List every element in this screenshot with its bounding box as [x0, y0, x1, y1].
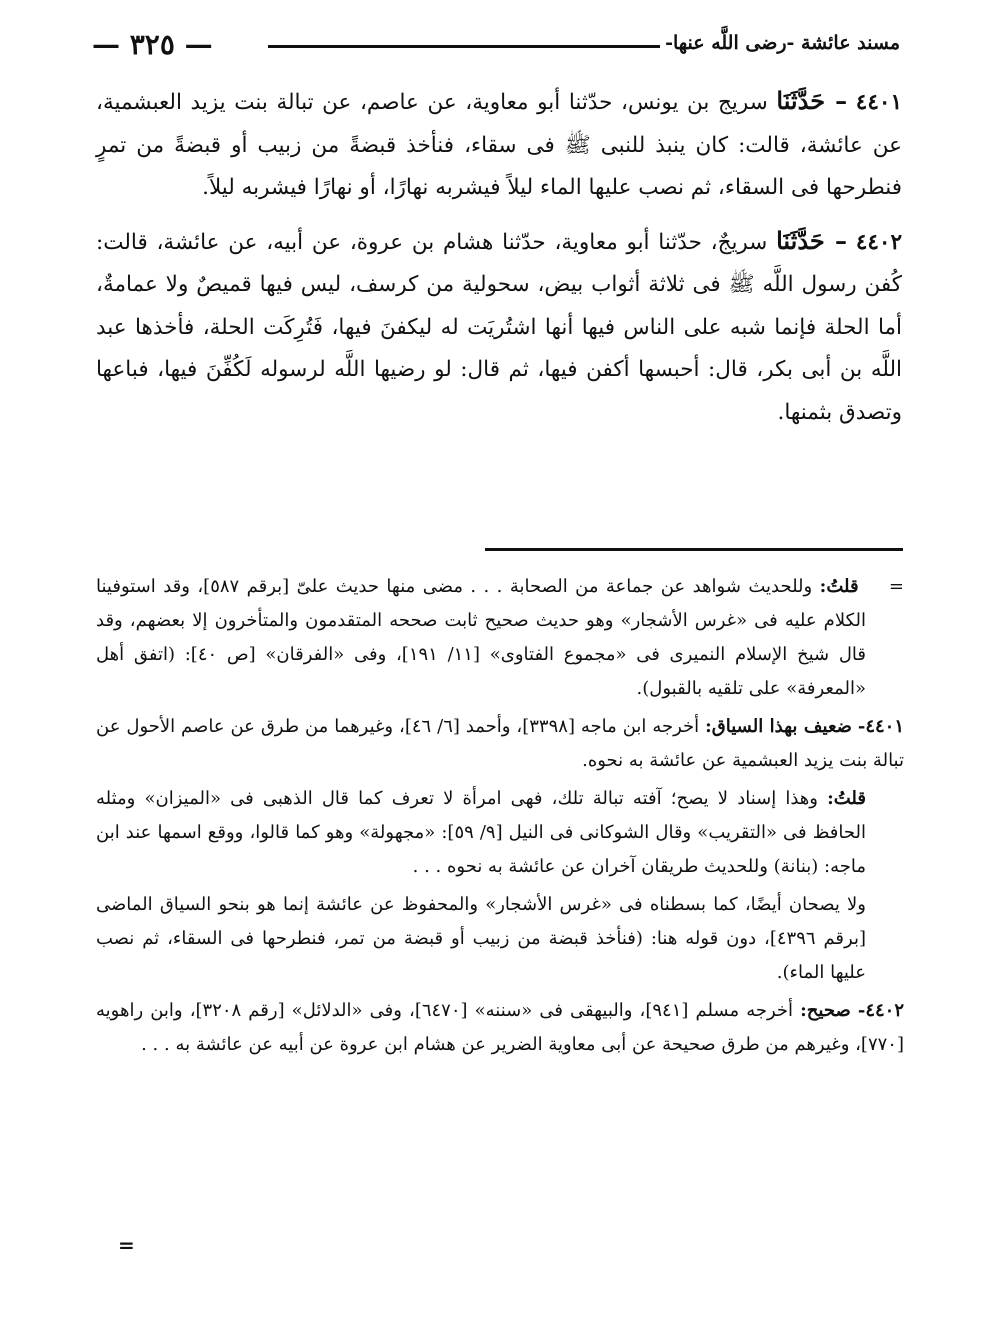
footnote-lead: ضعيف بهذا السياق: — [705, 716, 852, 737]
header-title: مسند عائشة -رضى اللَّه عنها- — [665, 32, 900, 54]
footnote-text: ولا يصحان أيضًا، كما بسطناه فى «غرس الأشجار» والمحفوظ عن عائشة إنما هو بنحو السياق الماضى [برقم ٤٣٩٦]، دون قوله هنا: (فنأخذ قبضة من زبيب أو قبضة من تمر، فنطرحها فى السقاء، ثم نصب عليها الماء). — [96, 894, 866, 983]
page-header — [92, 28, 900, 62]
hadith-narration-word: – حَدَّثَنَا — [776, 225, 848, 255]
footnotes — [96, 570, 904, 1066]
continuation-mark: = — [118, 1233, 135, 1257]
hadith-narration-word: – حَدَّثَنَا — [776, 86, 848, 115]
footnote — [96, 782, 904, 884]
footnote-marker: = — [888, 576, 904, 597]
footnote-lead: قلتُ: — [819, 576, 859, 597]
footnote — [96, 888, 904, 990]
footnote-marker: ٤٤٠١- — [857, 716, 905, 737]
footnote — [96, 994, 904, 1062]
hadith-number: ٤٤٠٢ — [855, 229, 903, 255]
footnote-text: وهذا إسناد لا يصح؛ آفته تبالة تلك، فهى امرأة لا تعرف كما قال الذهبى فى «الميزان» ومثله الحافظ فى «التقريب» وقال الشوكانى فى النيل [٩/ ٥٩]: «مجهولة» وهو كما قالوا، ووقع اسمها عند ابن ماجه: (بنانة) وللحديث طريقان آخران عن عائشة به نحوه . . . — [96, 788, 866, 877]
hadith-number: ٤٤٠١ — [855, 90, 902, 115]
hadith-narration-word-text: حَدَّثَنَا — [776, 225, 825, 255]
main-text — [96, 80, 902, 444]
page-number: — ٣٢٥ — — [92, 28, 213, 61]
hadith-text: سريجٌ، حدّثنا أبو معاوية، حدّثنا هشام بن عروة، عن أبيه، عن عائشة، قالت: كُفن رسول اللَّه ﷺ فى ثلاثة أثواب بيض، سحولية من كرسف، ليس فيها قميصٌ ولا عمامةٌ، أما الحلة فإنما شبه على الناس فيها أنها اشتُريَت له ليكفنَ فيها، فَتُرِكَت الحلة، فأخذها عبد اللَّه بن أبى بكر، قال: أحبسها أكفن فيها، ثم قال: لو رضيها اللَّه لرسوله لَكُفِّنَ فيها، فباعها وتصدق بثمنها. — [96, 229, 902, 425]
footnote-separator — [485, 548, 903, 551]
footnote-text: وللحديث شواهد عن جماعة من الصحابة . . . مضى منها حديث علىّ [برقم ٥٨٧]، وقد استوفينا الكلام عليه فى «غرس الأشجار» وهو حديث صحيح ثابت صححه المتقدمون والمتأخرون إلا بعضهم، وقد قال شيخ الإسلام النميرى فى «مجموع الفتاوى» [١١/ ١٩١]، وفى «الفرقان» [ص ٤٠]: (اتفق أهل «المعرفة» على تلقيه بالقبول). — [96, 576, 866, 699]
footnote-marker: ٤٤٠٢- — [857, 1000, 905, 1021]
hadith-narration-word-text: حَدَّثَنَا — [776, 86, 826, 115]
hadith-text: سريج بن يونس، حدّثنا أبو معاوية، عن عاصم، عن تبالة بنت يزيد العبشمية، عن عائشة، قالت: كان ينبذ للنبى ﷺ فى سقاء، فنأخذ قبضةً من زبيب أو قبضةً من تمرٍ فنطرحها فى السقاء، ثم نصب عليها الماء ليلاً فيشربه نهارًا، أو نهارًا فيشربه ليلاً. — [96, 90, 902, 200]
footnote-lead: قلتُ: — [827, 788, 866, 809]
footnote-text: أخرجه مسلم [٩٤١]، والبيهقى فى «سننه» [٦٤٧٠]، وفى «الدلائل» [رقم ٣٢٠٨]، وابن راهويه [٧٧٠]، وغيرهم من طرق صحيحة عن أبى معاوية الضرير عن هشام ابن عروة عن أبيه عن عائشة به . . . — [96, 1000, 904, 1055]
hadith-paragraph — [96, 220, 902, 435]
footnote-text: أخرجه ابن ماجه [٣٣٩٨]، وأحمد [٦/ ٤٦]، وغيرهما من طرق عن عاصم الأحول عن تبالة بنت يزيد العبشمية عن عائشة به نحوه. — [96, 716, 904, 771]
hadith-paragraph — [96, 80, 902, 210]
page-number-value: ٣٢٥ — [129, 28, 175, 61]
header-rule — [268, 45, 660, 48]
footnote — [96, 710, 904, 778]
footnote-lead: صحيح: — [800, 1000, 851, 1021]
footnote — [96, 570, 904, 706]
